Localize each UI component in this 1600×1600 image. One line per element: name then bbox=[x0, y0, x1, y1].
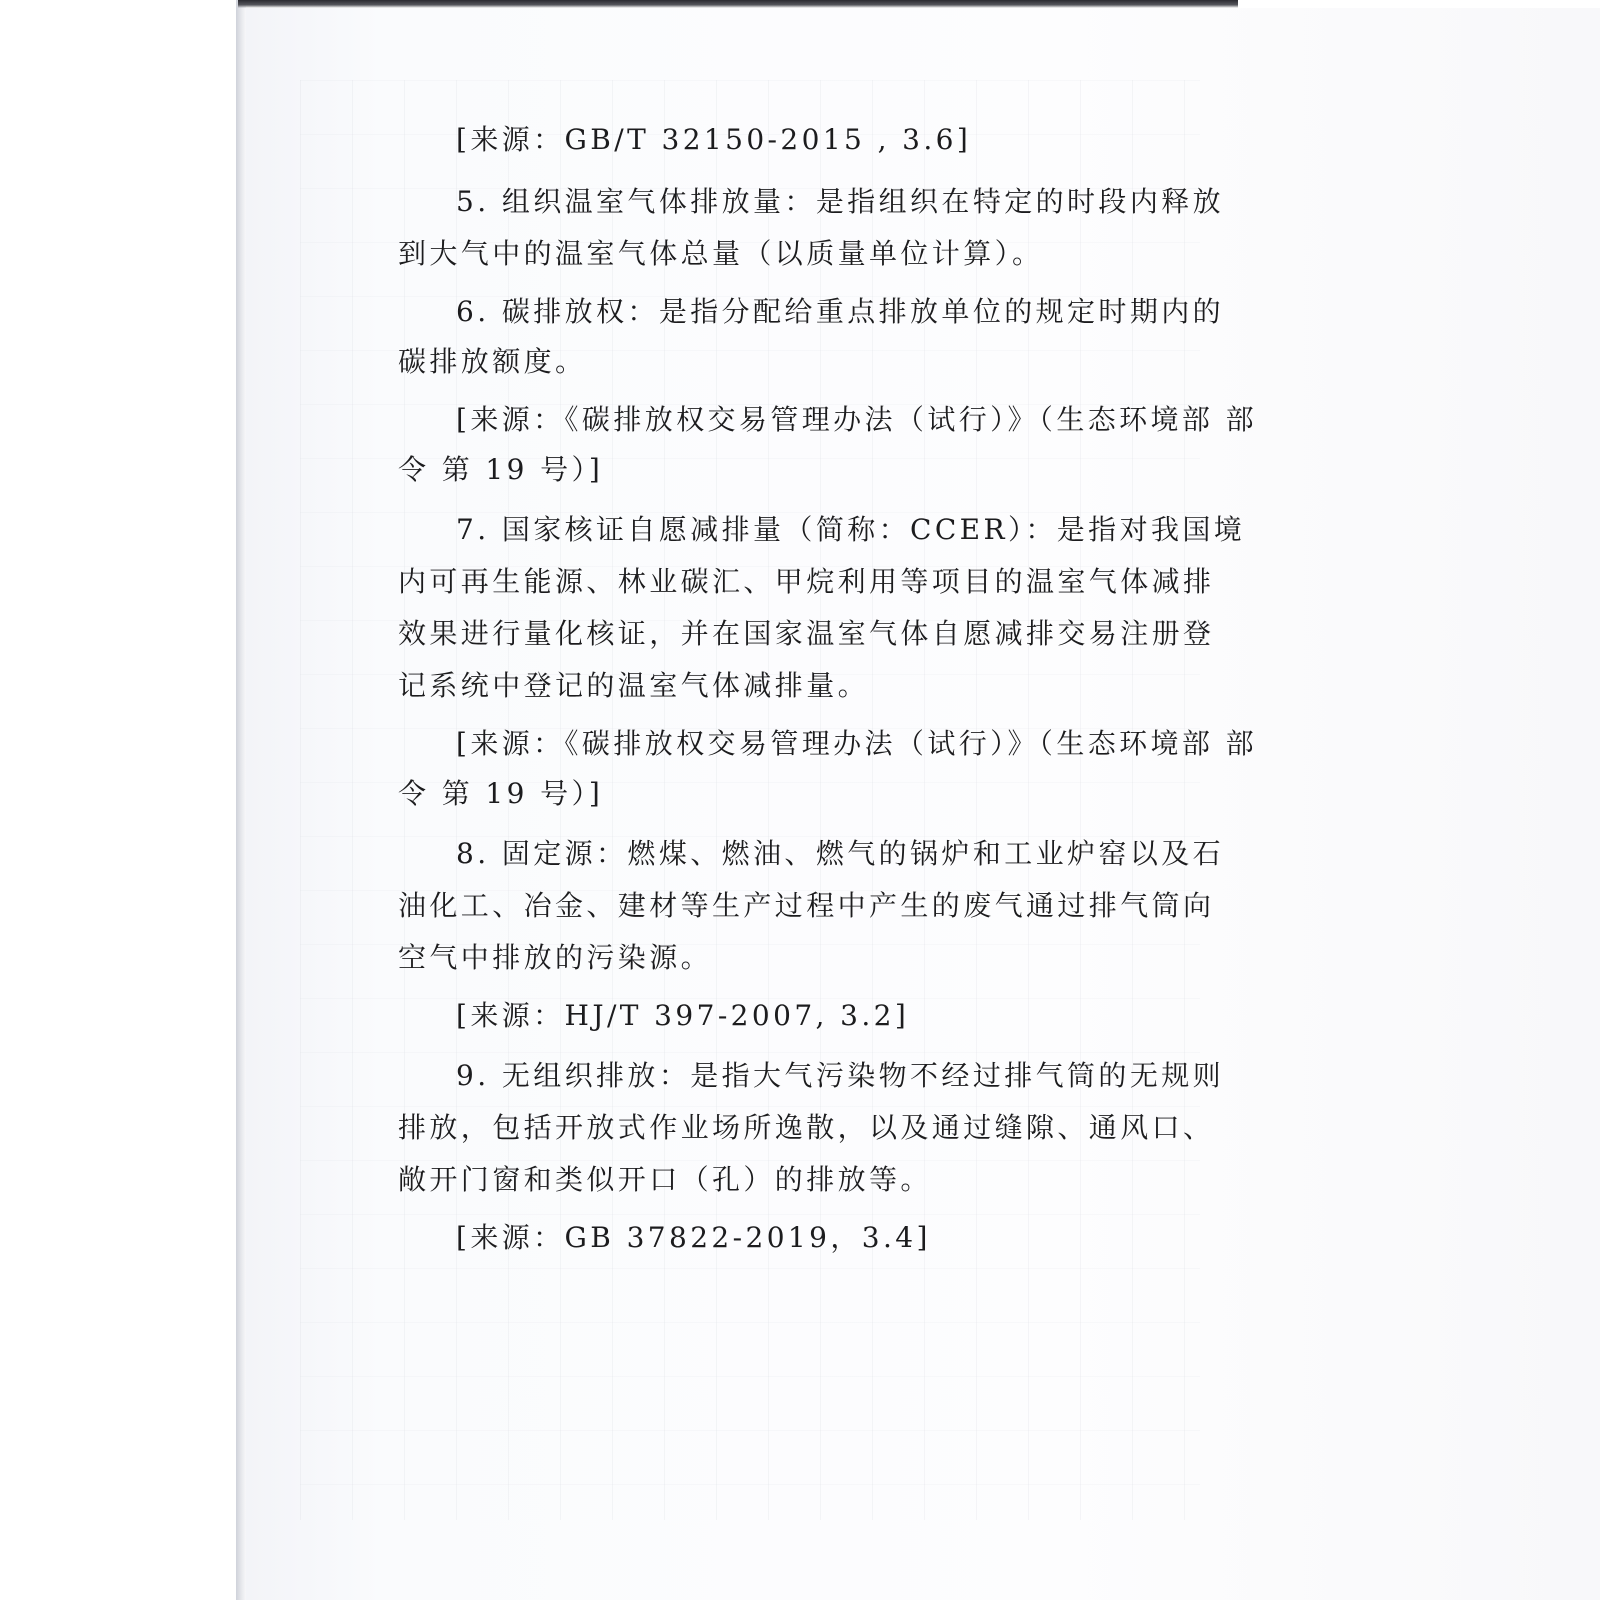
source-citation: [来源：《碳排放权交易管理办法（试行）》（生态环境部 部 bbox=[456, 727, 1258, 760]
definition-7-line-3: 效果进行量化核证，并在国家温室气体自愿减排交易注册登 bbox=[398, 617, 1215, 650]
source-citation: [来源：《碳排放权交易管理办法（试行）》（生态环境部 部 bbox=[456, 403, 1258, 436]
definition-9-line-2: 排放，包括开放式作业场所逸散，以及通过缝隙、通风口、 bbox=[398, 1111, 1215, 1144]
background-left bbox=[0, 0, 240, 1600]
source-citation-cont: 令 第 19 号）] bbox=[398, 453, 604, 486]
definition-9-line-3: 敞开门窗和类似开口（孔）的排放等。 bbox=[398, 1163, 932, 1196]
definition-5-line-1: 5. 组织温室气体排放量：是指组织在特定的时段内释放 bbox=[456, 185, 1225, 218]
source-citation-cont: 令 第 19 号）] bbox=[398, 777, 604, 810]
source-citation: [来源：GB/T 32150-2015 , 3.6] bbox=[456, 123, 972, 156]
definition-8-line-3: 空气中排放的污染源。 bbox=[398, 941, 713, 974]
page-spine-edge bbox=[236, 0, 246, 1600]
page-top-edge bbox=[238, 0, 1238, 8]
definition-8-line-2: 油化工、冶金、建材等生产过程中产生的废气通过排气筒向 bbox=[398, 889, 1215, 922]
source-citation: [来源：HJ/T 397-2007, 3.2] bbox=[456, 999, 910, 1032]
definition-6-line-2: 碳排放额度。 bbox=[398, 345, 587, 378]
definition-7-line-1: 7. 国家核证自愿减排量（简称：CCER）：是指对我国境 bbox=[456, 513, 1246, 546]
definition-7-line-4: 记系统中登记的温室气体减排量。 bbox=[398, 669, 870, 702]
definition-9-line-1: 9. 无组织排放：是指大气污染物不经过排气筒的无规则 bbox=[456, 1059, 1225, 1092]
definition-6-line-1: 6. 碳排放权：是指分配给重点排放单位的规定时期内的 bbox=[456, 295, 1225, 328]
definition-8-line-1: 8. 固定源：燃煤、燃油、燃气的锅炉和工业炉窑以及石 bbox=[456, 837, 1225, 870]
definition-7-line-2: 内可再生能源、林业碳汇、甲烷利用等项目的温室气体减排 bbox=[398, 565, 1215, 598]
source-citation: [来源：GB 37822-2019，3.4] bbox=[456, 1221, 931, 1254]
definition-5-line-2: 到大气中的温室气体总量（以质量单位计算）。 bbox=[398, 237, 1044, 270]
